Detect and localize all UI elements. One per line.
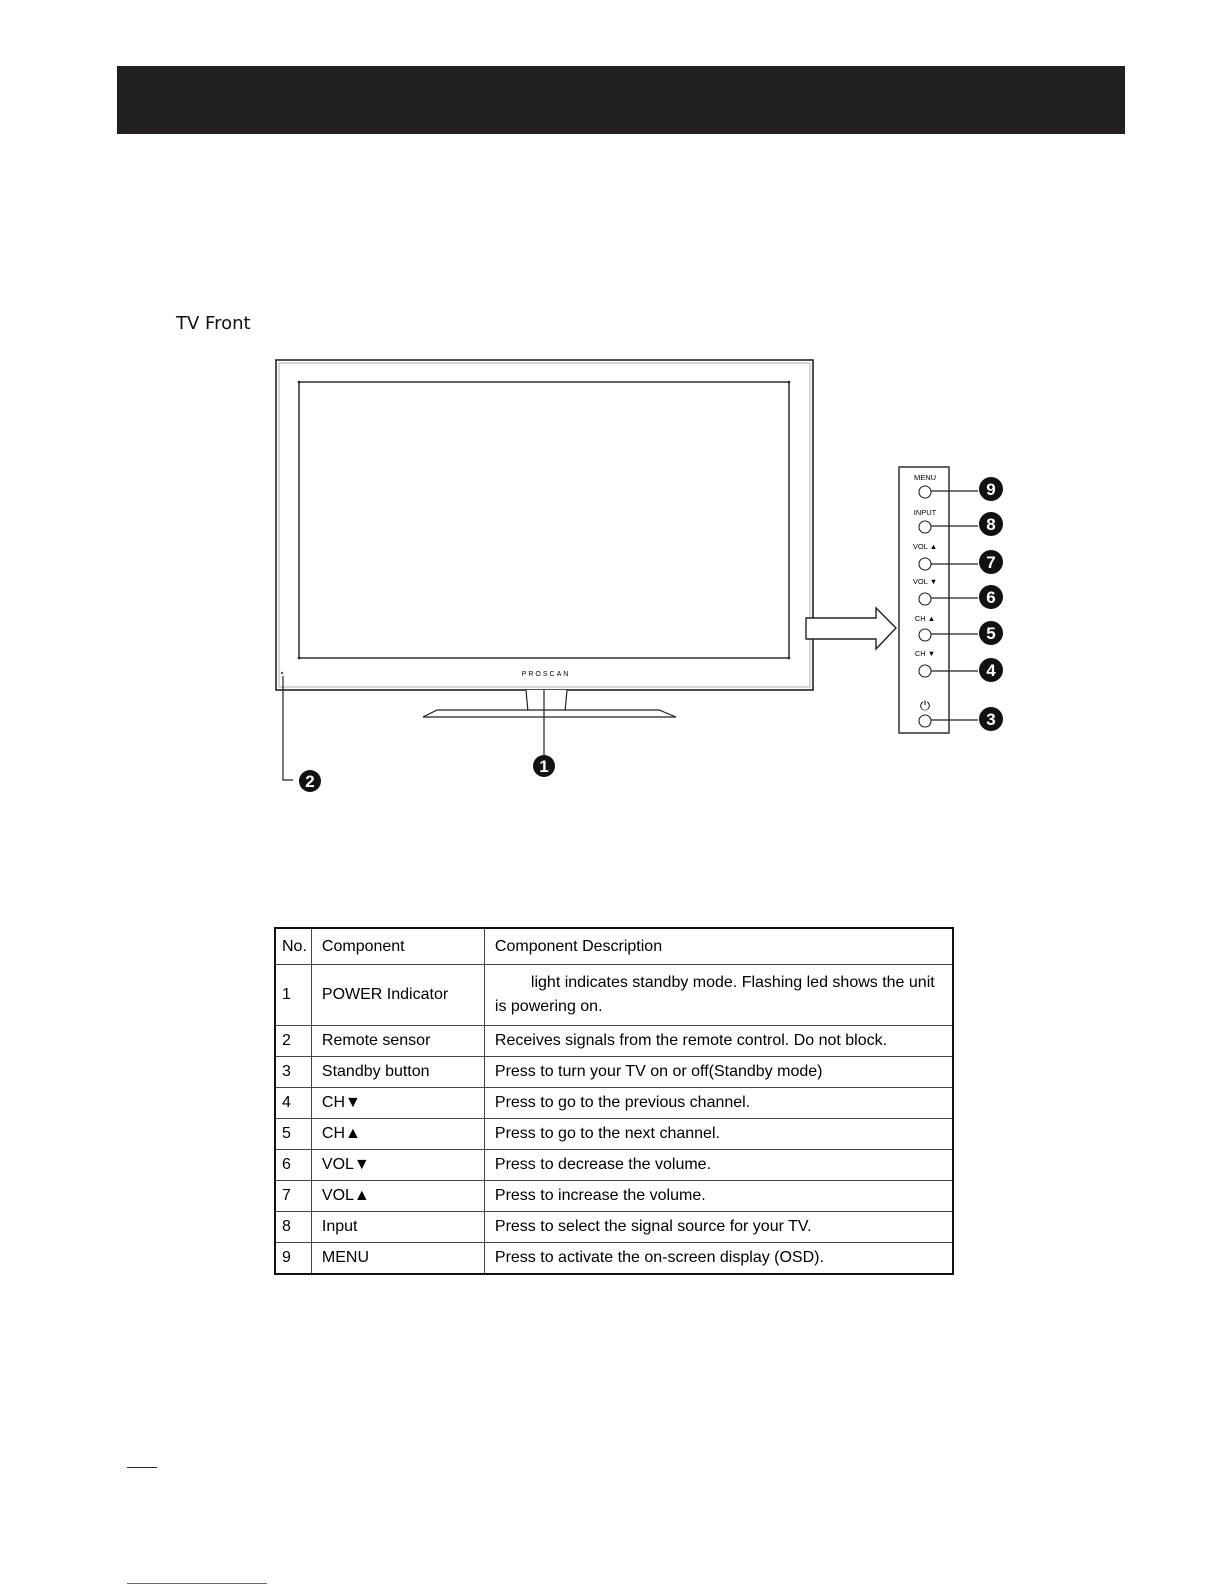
row-component: CH▲	[311, 1119, 484, 1150]
svg-text:5: 5	[986, 624, 996, 643]
row-description: Press to decrease the volume.	[484, 1150, 953, 1181]
svg-text:8: 8	[986, 515, 996, 534]
row-no: 9	[275, 1243, 311, 1275]
section-title: TV Front	[176, 313, 251, 334]
vol-up-button	[919, 558, 931, 570]
svg-text:9: 9	[986, 480, 996, 499]
tv-body	[276, 360, 813, 717]
svg-text:1: 1	[539, 757, 549, 776]
row-description: Press to increase the volume.	[484, 1181, 953, 1212]
row-no: 3	[275, 1057, 311, 1088]
table-row	[275, 1212, 953, 1243]
table-row	[275, 1057, 953, 1088]
callout-7	[979, 550, 1003, 574]
input-button	[919, 521, 931, 533]
table-row	[275, 1150, 953, 1181]
row-no: 8	[275, 1212, 311, 1243]
svg-text:3: 3	[986, 710, 996, 729]
svg-text:6: 6	[986, 588, 996, 607]
callout-6	[979, 585, 1003, 609]
table-row	[275, 1181, 953, 1212]
svg-text:7: 7	[986, 553, 996, 572]
row-description: Press to turn your TV on or off(Standby mode)	[484, 1057, 953, 1088]
callout-1	[533, 755, 555, 777]
row-component: Input	[311, 1212, 484, 1243]
table-row	[275, 1119, 953, 1150]
table-header-row	[275, 928, 953, 965]
row-no: 2	[275, 1026, 311, 1057]
input-label: INPUT	[913, 508, 937, 517]
row-description: Receives signals from the remote control. Do not block.	[484, 1026, 953, 1057]
ch-down-button	[919, 665, 931, 677]
callout-5	[979, 621, 1003, 645]
row-no: 4	[275, 1088, 311, 1119]
table-row	[275, 1026, 953, 1057]
header-description: Component Description	[484, 928, 953, 965]
components-table	[274, 927, 954, 1275]
brand-logo: PROSCAN	[521, 671, 571, 678]
ch-up-button	[919, 629, 931, 641]
row-component: VOL▼	[311, 1150, 484, 1181]
header-no: No.	[275, 928, 311, 965]
svg-text:4: 4	[986, 661, 996, 680]
menu-button	[919, 486, 931, 498]
table-row	[275, 1243, 953, 1275]
row-description: Press to go to the previous channel.	[484, 1088, 953, 1119]
row-description: light indicates standby mode. Flashing led shows the unit is powering on.	[484, 965, 953, 1026]
remote-sensor-dot	[281, 672, 283, 674]
row-component: MENU	[311, 1243, 484, 1275]
power-icon: ⏻	[919, 698, 931, 713]
arrow-right-icon	[806, 608, 896, 649]
row-no: 6	[275, 1150, 311, 1181]
vol-down-label: VOL ▼	[912, 577, 938, 586]
vol-down-button	[919, 593, 931, 605]
ch-up-label: CH ▲	[914, 614, 936, 623]
side-control-panel	[899, 467, 949, 733]
svg-text:2: 2	[305, 772, 315, 791]
row-description: Press to go to the next channel.	[484, 1119, 953, 1150]
menu-label: MENU	[913, 473, 937, 482]
ch-down-label: CH ▼	[914, 649, 936, 658]
row-component: POWER Indicator	[311, 965, 484, 1026]
callout-8	[979, 512, 1003, 536]
table-row	[275, 1088, 953, 1119]
page-number-rule	[127, 1467, 157, 1468]
callout-2	[299, 770, 321, 792]
row-no: 5	[275, 1119, 311, 1150]
row-description: Press to select the signal source for your TV.	[484, 1212, 953, 1243]
header-component: Component	[311, 928, 484, 965]
callout-3	[979, 707, 1003, 731]
row-no: 1	[275, 965, 311, 1026]
power-button	[919, 715, 931, 727]
callout-9	[979, 477, 1003, 501]
footer-link-underline	[127, 1583, 267, 1584]
row-no: 7	[275, 1181, 311, 1212]
row-component: VOL▲	[311, 1181, 484, 1212]
table-row	[275, 965, 953, 1026]
row-component: CH▼	[311, 1088, 484, 1119]
callout-4	[979, 658, 1003, 682]
row-component: Standby button	[311, 1057, 484, 1088]
row-component: Remote sensor	[311, 1026, 484, 1057]
vol-up-label: VOL ▲	[912, 542, 938, 551]
row-description: Press to activate the on-screen display (OSD).	[484, 1243, 953, 1275]
